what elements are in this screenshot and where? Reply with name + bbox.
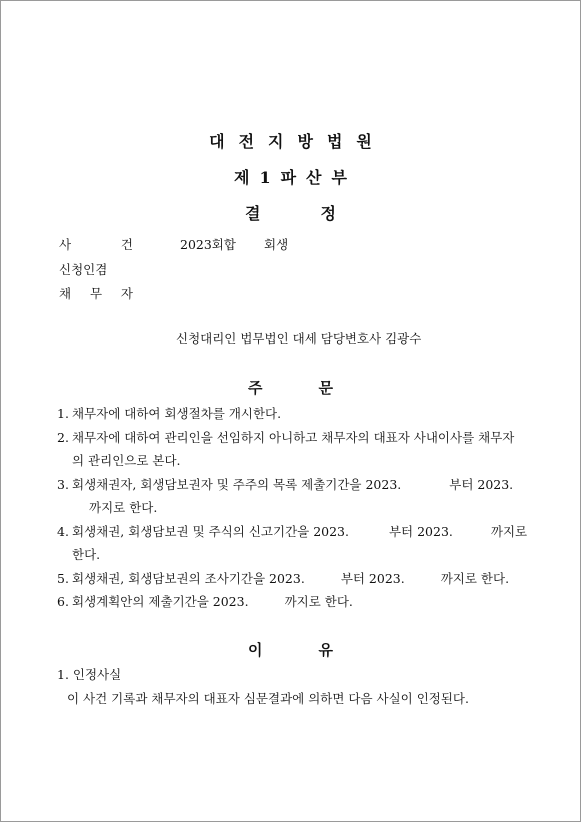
division-name: 제1파산부	[234, 168, 357, 187]
document-title	[1, 201, 580, 224]
case-type: 회생	[264, 237, 289, 252]
order-heading-right: 문	[318, 379, 333, 397]
order-number: 5.	[57, 570, 69, 586]
counsel-line: 신청대리인 법무법인 대세 담당변호사 김광수	[176, 331, 422, 346]
order-item-3	[57, 473, 529, 520]
order-heading	[1, 377, 580, 398]
reason-section-title: 1. 인정사실	[57, 667, 122, 682]
reason-heading-right: 유	[318, 641, 333, 659]
case-row	[59, 235, 289, 253]
order-text-part: 부터 2023.	[388, 523, 453, 539]
order-text-line2: 의 관리인으로 본다.	[72, 453, 181, 468]
order-number: 2.	[57, 429, 69, 445]
case-number: 2023회합	[180, 237, 236, 252]
document-title-left: 결	[245, 204, 261, 223]
debtor-row	[59, 284, 133, 302]
order-number: 6.	[57, 594, 69, 609]
order-text-line1: 채무자에 대하여 관리인을 선임하지 아니하고 채무자의 대표자 사내이사를 채무자	[72, 429, 515, 445]
case-label: 사 건	[59, 237, 133, 252]
order-text-part: 까지로 한다.	[284, 594, 353, 609]
reason-section-text: 이 사건 기록과 채무자의 대표자 심문결과에 의하면 다음 사실이 인정된다.	[67, 691, 469, 706]
order-list	[57, 402, 529, 614]
reason-heading	[1, 639, 580, 660]
order-item-4	[57, 520, 529, 567]
order-heading-left: 주	[248, 379, 263, 397]
order-text-part: 까지로 한다.	[440, 570, 510, 586]
order-text-line2: 까지로 한다.	[89, 500, 158, 515]
applicant-label: 신청인겸	[59, 262, 108, 277]
order-text-line2: 한다.	[72, 547, 101, 562]
order-text-part: 회생계획안의 제출기간을 2023.	[72, 594, 249, 609]
order-item-1	[57, 402, 529, 426]
order-text-part: 부터 2023.	[340, 570, 405, 586]
order-text: 채무자에 대하여 회생절차를 개시한다.	[72, 406, 282, 421]
order-item-2	[57, 426, 529, 473]
order-text-part: 회생채권자, 회생담보권자 및 주주의 목록 제출기간을 2023.	[72, 476, 402, 492]
reason-heading-left: 이	[248, 641, 263, 659]
order-item-6	[57, 590, 529, 614]
order-text-part: 까지로	[490, 523, 528, 539]
debtor-label: 채 무 자	[59, 286, 133, 301]
order-number: 4.	[57, 523, 69, 539]
court-name: 대전지방법원	[209, 132, 386, 151]
order-text-part: 회생채권, 회생담보권의 조사기간을 2023.	[72, 570, 305, 586]
order-number: 1.	[57, 406, 69, 421]
document-title-right: 정	[320, 204, 336, 223]
applicant-row	[59, 260, 133, 278]
order-number: 3.	[57, 476, 69, 492]
order-item-5	[57, 567, 529, 591]
reason-section	[57, 663, 529, 711]
order-text-part: 회생채권, 회생담보권 및 주식의 신고기간을 2023.	[72, 523, 349, 539]
order-text-part: 부터 2023.	[449, 476, 514, 492]
